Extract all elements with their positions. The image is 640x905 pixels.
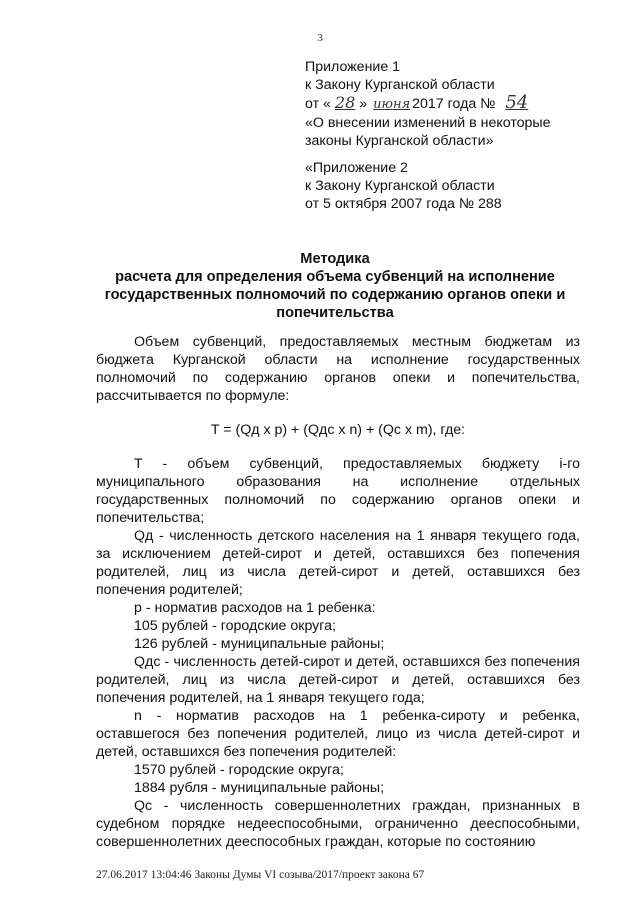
date-suffix: 2017 года №	[412, 96, 496, 112]
handwritten-number: 54	[505, 92, 529, 113]
appendix-2-block	[305, 159, 630, 213]
appendix-1-subject-line2: законы Курганской области»	[305, 133, 494, 149]
appendix-1-law: к Закону Курганской области	[305, 77, 495, 93]
title-line-4: попечительства	[276, 305, 394, 321]
rate-n-district: 1884 рубля - муниципальные районы;	[134, 780, 385, 796]
title-line-2: расчета для определения объема субвенций на исполнение	[115, 269, 555, 285]
definition-qs: Qс - численность совершеннолетних граждан, признанных в судебном порядке недееспособными, ограниченно дееспособными, совершеннолетних дееспособных граждан, которые по состоянию	[96, 798, 580, 850]
appendix-2-title: «Приложение 2	[305, 160, 408, 176]
appendix-1-subject-line1: «О внесении изменений в некоторые	[305, 115, 551, 131]
handwritten-day: 28	[334, 93, 356, 112]
definition-p: p - норматив расходов на 1 ребенка:	[134, 600, 376, 616]
formula: T = (Qд x p) + (Qдс x n) + (Qс x m), где:	[210, 422, 466, 438]
date-mid: »	[359, 96, 368, 112]
rate-p-district: 126 рублей - муниципальные районы;	[134, 636, 385, 652]
document-body	[96, 333, 580, 851]
document-title	[90, 250, 580, 322]
definition-n: n - норматив расходов на 1 ребенка-сироту и ребенка, оставшегося без попечения родителей, лицо из числа детей-сирот и детей, оставшихся без попечения родителей:	[96, 708, 580, 760]
page-number: 3	[317, 32, 323, 44]
appendix-1-title: Приложение 1	[305, 59, 401, 75]
rate-p-city: 105 рублей - городские округа;	[134, 618, 336, 634]
intro-paragraph: Объем субвенций, предоставляемых местным бюджетам из бюджета Курганской области на исполнение государственных полномочий по содержанию органов опеки и попечительства, рассчитывается по формуле:	[96, 334, 580, 404]
date-prefix: от «	[305, 96, 331, 112]
definition-qds: Qдс - численность детей-сирот и детей, оставшихся без попечения родителей, лиц из числа детей-сирот и детей, оставшихся без попечения родителей, на 1 января текущего года;	[96, 654, 580, 706]
definition-t: T - объем субвенций, предоставляемых бюджету i-го муниципального образования на исполнение отдельных государственных полномочий по содержанию органов опеки и попечительства;	[96, 456, 580, 526]
appendix-1-block	[305, 58, 630, 150]
definition-qd: Qд - численность детского населения на 1 января текущего года, за исключением детей-сирот и детей, оставшихся без попечения родителей, лиц из числа детей-сирот и детей, оставшихся без попечения родителей;	[96, 528, 580, 598]
title-line-1: Методика	[300, 251, 370, 267]
handwritten-month: июня	[373, 97, 411, 112]
footer-stamp: 27.06.2017 13:04:46 Законы Думы VI созыва/2017/проект закона 67	[96, 869, 425, 881]
appendix-2-date: от 5 октября 2007 года № 288	[305, 196, 502, 212]
appendix-1-date	[305, 94, 630, 114]
appendix-2-law: к Закону Курганской области	[305, 178, 495, 194]
rate-n-city: 1570 рублей - городские округа;	[134, 762, 344, 778]
title-line-3: государственных полномочий по содержанию органов опеки и	[104, 287, 566, 303]
